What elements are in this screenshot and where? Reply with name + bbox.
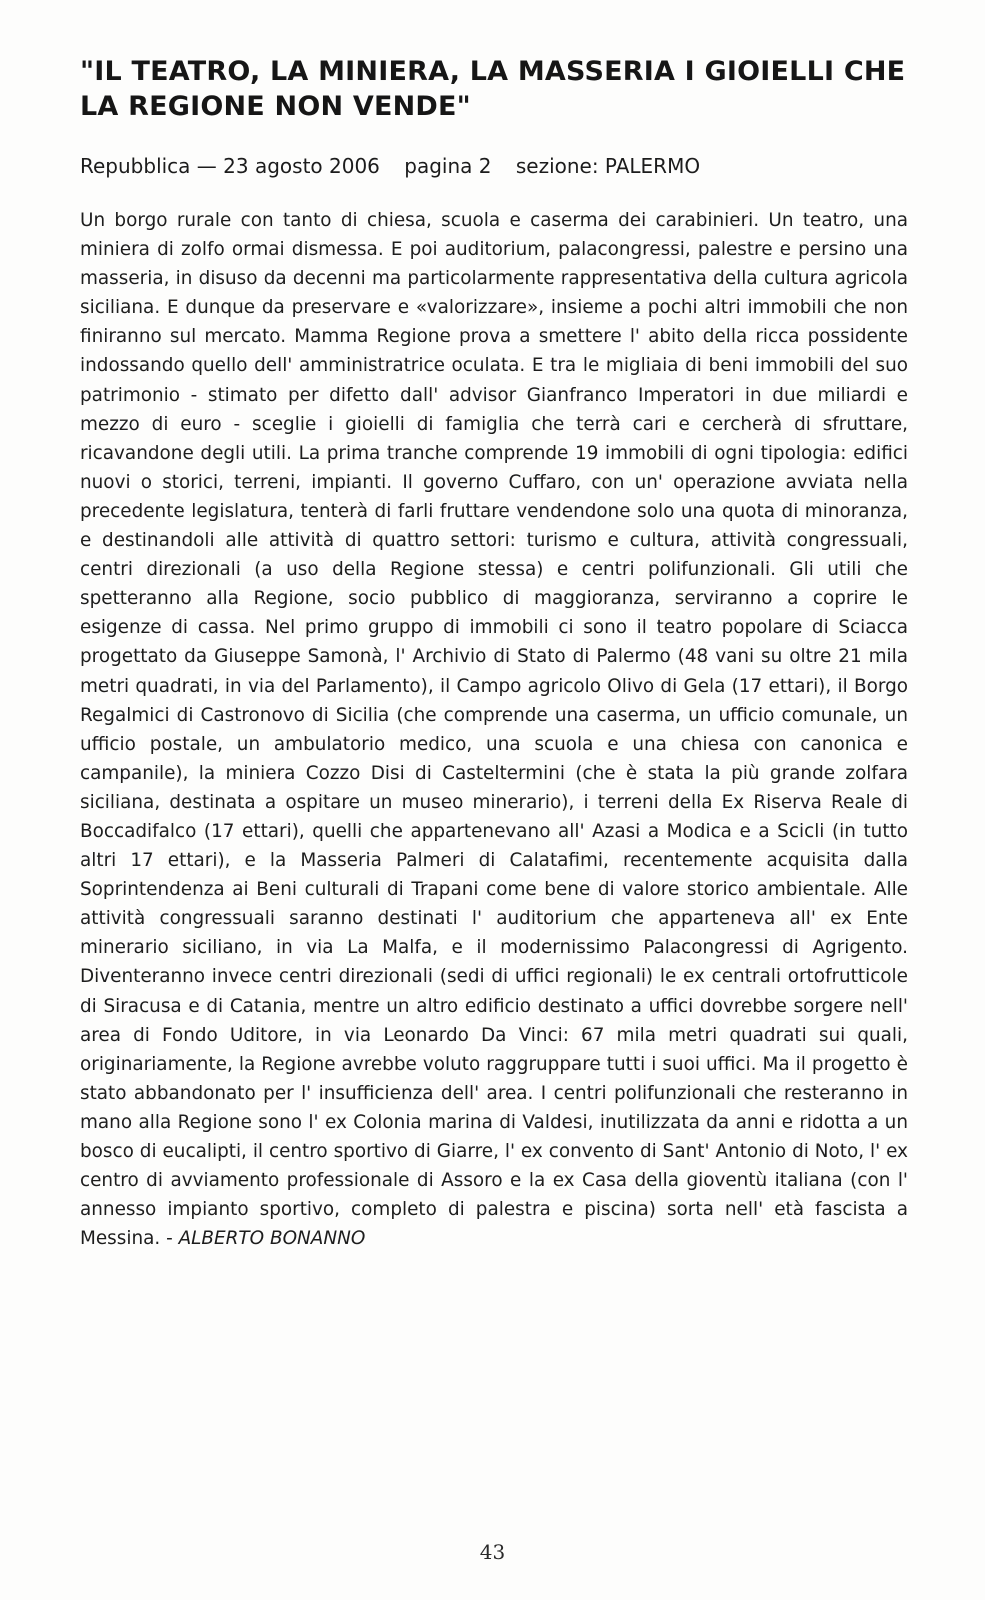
source-date: 23 agosto 2006 — [223, 154, 380, 178]
article-body-text: Un borgo rurale con tanto di chiesa, scuola e caserma dei carabinieri. Un teatro, una miniera di zolfo ormai dismessa. E poi auditorium, palacongressi, palestre e persino una masseria, in disuso da decenni ma particolarmente rappresentativa della cultura agricola siciliana. E dunque da preservare e «valorizzare», insieme a pochi altri immobili che non finiranno sul mercato. Mamma Regione prova a smettere l' abito della ricca possidente indossando quello dell' amministratrice oculata. E tra le migliaia di beni immobili del suo patrimonio - stimato per difetto dall' advisor Gianfranco Imperatori in due miliardi e mezzo di euro - sceglie i gioielli di famiglia che terrà cari e cercherà di sfruttare, ricavandone degli utili. La prima tranche comprende 19 immobili di ogni tipologia: edifici nuovi o storici, terreni, impianti. Il governo Cuffaro, con un' operazione avviata nella precedente legislatura, tenterà di farli fruttare vendendone solo una quota di minoranza, e destinandoli alle attività di quattro settori: turismo e cultura, attività congressuali, centri direzionali (a uso della Regione stessa) e centri polifunzionali. Gli utili che spetteranno alla Regione, socio pubblico di maggioranza, serviranno a coprire le esigenze di cassa. Nel primo gruppo di immobili ci sono il teatro popolare di Sciacca progettato da Giuseppe Samonà, l' Archivio di Stato di Palermo (48 vani su oltre 21 mila metri quadrati, in via del Parlamento), il Campo agricolo Olivo di Gela (17 ettari), il Borgo Regalmici di Castronovo di Sicilia (che comprende una caserma, un ufficio comunale, un ufficio postale, un ambulatorio medico, una scuola e una chiesa con canonica e campanile), la miniera Cozzo Disi di Casteltermini (che è stata la più grande zolfara siciliana, destinata a ospitare un museo minerario), i terreni della Ex Riserva Reale di Boccadifalco (17 ettari), quelli che appartenevano all' Azasi a Modica e a Scicli (in tutto altri 17 ettari), e la Masseria Palmeri di Calatafimi, recentemente acquisita dalla Soprintendenza ai Beni culturali di Trapani come bene di valore storico ambientale. Alle attività congressuali saranno destinati l' auditorium che apparteneva all' ex Ente minerario siciliano, in via La Malfa, e il modernissimo Palacongressi di Agrigento. Diventeranno invece centri direzionali (sedi di uffici regionali) le ex centrali ortofrutticole di Siracusa e di Catania, mentre un altro edificio destinato a uffici dovrebbe sorgere nell' area di Fondo Uditore, in via Leonardo Da Vinci: 67 mila metri quadrati sui quali, originariamente, la Regione avrebbe voluto raggruppare tutti i suoi uffici. Ma il progetto è stato abbandonato per l' insufficienza dell' area. I centri polifunzionali che resteranno in mano alla Regione sono l' ex Colonia marina di Valdesi, inutilizzata da anni e ridotta a un bosco di eucalipti, il centro sportivo di Giarre, l' ex convento di Sant' Antonio di Noto, l' ex centro di avviamento professionale di Assoro e la ex Casa della gioventù italiana (con l' annesso impianto sportivo, completo di palestra e piscina) sorta nell' età fascista a Messina. - — [80, 210, 908, 1250]
article-source-line — [80, 152, 910, 180]
article-body — [80, 206, 908, 1253]
source-separator: — — [196, 154, 217, 178]
source-section: sezione: PALERMO — [515, 154, 701, 178]
source-newspaper: Repubblica — [80, 154, 191, 178]
article-title: "IL TEATRO, LA MINIERA, LA MASSERIA I GIOIELLI CHE LA REGIONE NON VENDE" — [80, 56, 906, 122]
page-number: 43 — [479, 1540, 506, 1564]
article-author: ALBERTO BONANNO — [178, 1228, 366, 1250]
source-page: pagina 2 — [404, 154, 492, 178]
